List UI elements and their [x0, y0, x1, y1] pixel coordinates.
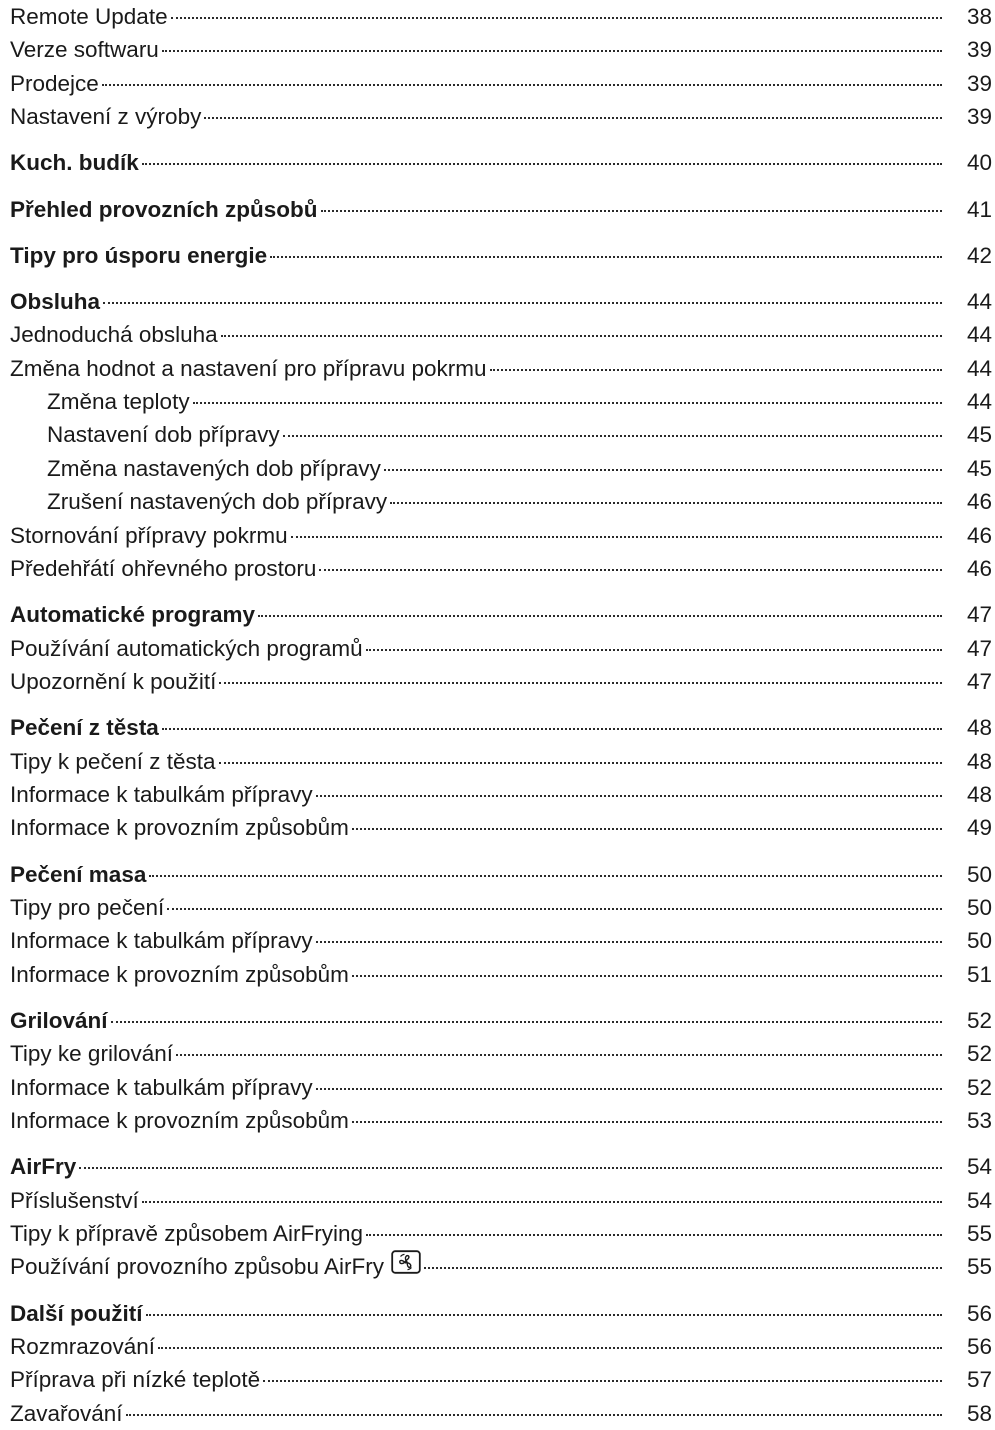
toc-entry-page: 39 [966, 104, 992, 130]
toc-entry-page: 54 [966, 1187, 992, 1213]
toc-entry-page: 39 [966, 37, 992, 63]
dot-leader [176, 1054, 942, 1056]
toc-subentry[interactable] [10, 418, 992, 451]
toc-entry-page: 38 [966, 4, 992, 29]
toc-entry-title: Stornování přípravy pokrmu [10, 522, 288, 548]
toc-entry-title: Tipy ke grilování [10, 1041, 173, 1067]
dot-leader [384, 469, 942, 471]
toc-entry-page: 56 [966, 1300, 992, 1326]
dot-leader [321, 210, 942, 212]
toc-entry-page: 42 [966, 242, 992, 268]
toc-section-heading[interactable] [10, 146, 992, 179]
dot-leader [149, 875, 942, 877]
dot-leader [366, 649, 942, 651]
toc-entry-title: Kuch. budík [10, 150, 139, 176]
dot-leader [204, 117, 942, 119]
dot-leader [424, 1267, 942, 1269]
dot-leader [291, 536, 942, 538]
toc-entry-page: 47 [966, 602, 992, 628]
toc-entry-title: Předehřátí ohřevného prostoru [10, 556, 317, 582]
toc-entry[interactable] [10, 67, 992, 100]
dot-leader [316, 795, 942, 797]
toc-entry-title: Používání provozního způsobu AirFry [10, 1254, 384, 1280]
toc-subentry[interactable] [10, 385, 992, 418]
toc-entry-page: 52 [966, 1041, 992, 1067]
dot-leader [270, 256, 942, 258]
dot-leader [390, 502, 942, 504]
toc-entry[interactable] [10, 318, 992, 351]
toc-entry[interactable] [10, 100, 992, 133]
toc-entry-page: 45 [966, 455, 992, 481]
toc-entry-title: Změna hodnot a nastavení pro přípravu pokrmu [10, 355, 487, 381]
toc-entry-title: Remote Update [10, 4, 168, 29]
toc-entry-title: Rozmrazování [10, 1334, 156, 1360]
toc-subentry[interactable] [10, 452, 992, 485]
dot-leader [219, 762, 942, 764]
dot-leader [102, 84, 942, 86]
toc-entry[interactable] [10, 0, 992, 33]
toc-subentry[interactable] [10, 485, 992, 518]
dot-leader [142, 1201, 942, 1203]
toc-entry-page: 46 [966, 522, 992, 548]
toc-entry-title: Příslušenství [10, 1187, 139, 1213]
dot-leader [162, 728, 942, 730]
toc-entry[interactable] [10, 1250, 992, 1283]
toc-entry[interactable] [10, 1363, 992, 1396]
toc-entry-page: 48 [966, 748, 992, 774]
toc-entry-page: 55 [966, 1221, 992, 1247]
toc-entry-page: 55 [966, 1254, 992, 1280]
toc-entry[interactable] [10, 1037, 992, 1070]
toc-entry-page: 40 [966, 150, 992, 176]
toc-entry-title: Verze softwaru [10, 37, 159, 63]
toc-entry[interactable] [10, 958, 992, 991]
toc-entry-title: Pečení z těsta [10, 715, 159, 741]
toc-entry-title: Tipy k přípravě způsobem AirFrying [10, 1221, 364, 1247]
dot-leader [126, 1414, 942, 1416]
dot-leader [316, 1088, 942, 1090]
toc-entry-page: 44 [966, 322, 992, 348]
dot-leader [142, 163, 942, 165]
toc-section-heading[interactable] [10, 1004, 992, 1037]
toc-entry[interactable] [10, 891, 992, 924]
dot-leader [319, 569, 942, 571]
toc-entry-title: Upozornění k použití [10, 669, 217, 695]
toc-section-heading[interactable] [10, 598, 992, 631]
toc-entry-title: Zrušení nastavených dob přípravy [47, 489, 388, 515]
toc-entry-title: Obsluha [10, 288, 101, 314]
toc-entry-page: 44 [966, 389, 992, 415]
toc-entry-title: Automatické programy [10, 602, 256, 628]
toc-entry[interactable] [10, 1184, 992, 1217]
toc-section-heading[interactable] [10, 1297, 992, 1330]
toc-entry-page: 46 [966, 556, 992, 582]
toc-entry-page: 47 [966, 669, 992, 695]
toc-entry[interactable] [10, 665, 992, 698]
toc-entry-page: 50 [966, 894, 992, 920]
toc-entry-title: Nastavení z výroby [10, 104, 202, 130]
toc-entry[interactable] [10, 33, 992, 66]
toc-entry-page: 44 [966, 355, 992, 381]
toc-entry-page: 52 [966, 1074, 992, 1100]
toc-entry[interactable] [10, 352, 992, 385]
toc-entry-page: 39 [966, 70, 992, 96]
toc-section-heading[interactable] [10, 239, 992, 272]
table-of-contents [10, 0, 992, 1430]
toc-entry-page: 51 [966, 961, 992, 987]
toc-entry[interactable] [10, 519, 992, 552]
dot-leader [162, 50, 942, 52]
toc-entry[interactable] [10, 745, 992, 778]
toc-entry-page: 41 [966, 196, 992, 222]
toc-entry[interactable] [10, 1104, 992, 1137]
toc-entry-title: Pečení masa [10, 861, 147, 887]
toc-entry-title: Informace k provozním způsobům [10, 961, 349, 987]
dot-leader [316, 941, 942, 943]
dot-leader [146, 1314, 942, 1316]
dot-leader [352, 1121, 942, 1123]
dot-leader [366, 1234, 942, 1236]
toc-entry-title: Zavařování [10, 1400, 123, 1426]
toc-entry-page: 56 [966, 1334, 992, 1360]
dot-leader [193, 402, 942, 404]
airfry-mode-icon [391, 1250, 421, 1283]
dot-leader [79, 1167, 942, 1169]
dot-leader [283, 435, 942, 437]
toc-entry[interactable] [10, 924, 992, 957]
toc-entry-page: 50 [966, 861, 992, 887]
toc-entry[interactable] [10, 1397, 992, 1430]
dot-leader [111, 1021, 942, 1023]
toc-entry-page: 46 [966, 489, 992, 515]
toc-entry-page: 49 [966, 815, 992, 841]
toc-entry-title: Tipy pro pečení [10, 894, 165, 920]
toc-entry-title: Příprava při nízké teplotě [10, 1367, 261, 1393]
toc-entry-page: 44 [966, 288, 992, 314]
dot-leader [158, 1347, 942, 1349]
toc-entry-title: Prodejce [10, 70, 99, 96]
toc-section-heading[interactable] [10, 1150, 992, 1183]
dot-leader [263, 1380, 942, 1382]
toc-section-heading[interactable] [10, 711, 992, 744]
toc-entry[interactable] [10, 632, 992, 665]
dot-leader [171, 17, 942, 19]
toc-entry-title: Změna nastavených dob přípravy [47, 455, 381, 481]
dot-leader [490, 369, 942, 371]
toc-entry[interactable] [10, 1217, 992, 1250]
toc-entry-title: Změna teploty [47, 389, 190, 415]
toc-entry-title: Informace k provozním způsobům [10, 1108, 349, 1134]
toc-entry-title: Jednoduchá obsluha [10, 322, 218, 348]
toc-entry-page: 54 [966, 1154, 992, 1180]
toc-section-heading[interactable] [10, 285, 992, 318]
toc-entry-page: 48 [966, 781, 992, 807]
toc-entry-page: 57 [966, 1367, 992, 1393]
toc-entry[interactable] [10, 1330, 992, 1363]
dot-leader [219, 682, 942, 684]
toc-section-heading[interactable] [10, 858, 992, 891]
toc-entry-title: Tipy pro úsporu energie [10, 242, 268, 268]
toc-entry[interactable] [10, 1071, 992, 1104]
dot-leader [103, 302, 942, 304]
toc-entry-title: Informace k provozním způsobům [10, 815, 349, 841]
toc-entry-page: 52 [966, 1007, 992, 1033]
toc-entry-page: 53 [966, 1108, 992, 1134]
toc-entry[interactable] [10, 552, 992, 585]
dot-leader [352, 975, 942, 977]
toc-section-heading[interactable] [10, 193, 992, 226]
toc-entry-page: 58 [966, 1400, 992, 1426]
toc-entry-title: Používání automatických programů [10, 635, 363, 661]
toc-entry-title: Další použití [10, 1300, 143, 1326]
dot-leader [258, 615, 942, 617]
toc-entry-title: Nastavení dob přípravy [47, 422, 280, 448]
toc-entry-title: Informace k tabulkám přípravy [10, 781, 313, 807]
dot-leader [167, 908, 942, 910]
toc-entry-title: Informace k tabulkám přípravy [10, 928, 313, 954]
toc-entry-title: AirFry [10, 1154, 77, 1180]
toc-entry-page: 47 [966, 635, 992, 661]
toc-entry-title: Informace k tabulkám přípravy [10, 1074, 313, 1100]
toc-entry[interactable] [10, 811, 992, 844]
toc-entry-title: Tipy k pečení z těsta [10, 748, 216, 774]
dot-leader [221, 335, 942, 337]
toc-entry-page: 48 [966, 715, 992, 741]
toc-entry-page: 50 [966, 928, 992, 954]
toc-entry-page: 45 [966, 422, 992, 448]
toc-entry-title: Grilování [10, 1007, 108, 1033]
dot-leader [352, 828, 942, 830]
toc-entry[interactable] [10, 778, 992, 811]
toc-entry-title: Přehled provozních způsobů [10, 196, 318, 222]
